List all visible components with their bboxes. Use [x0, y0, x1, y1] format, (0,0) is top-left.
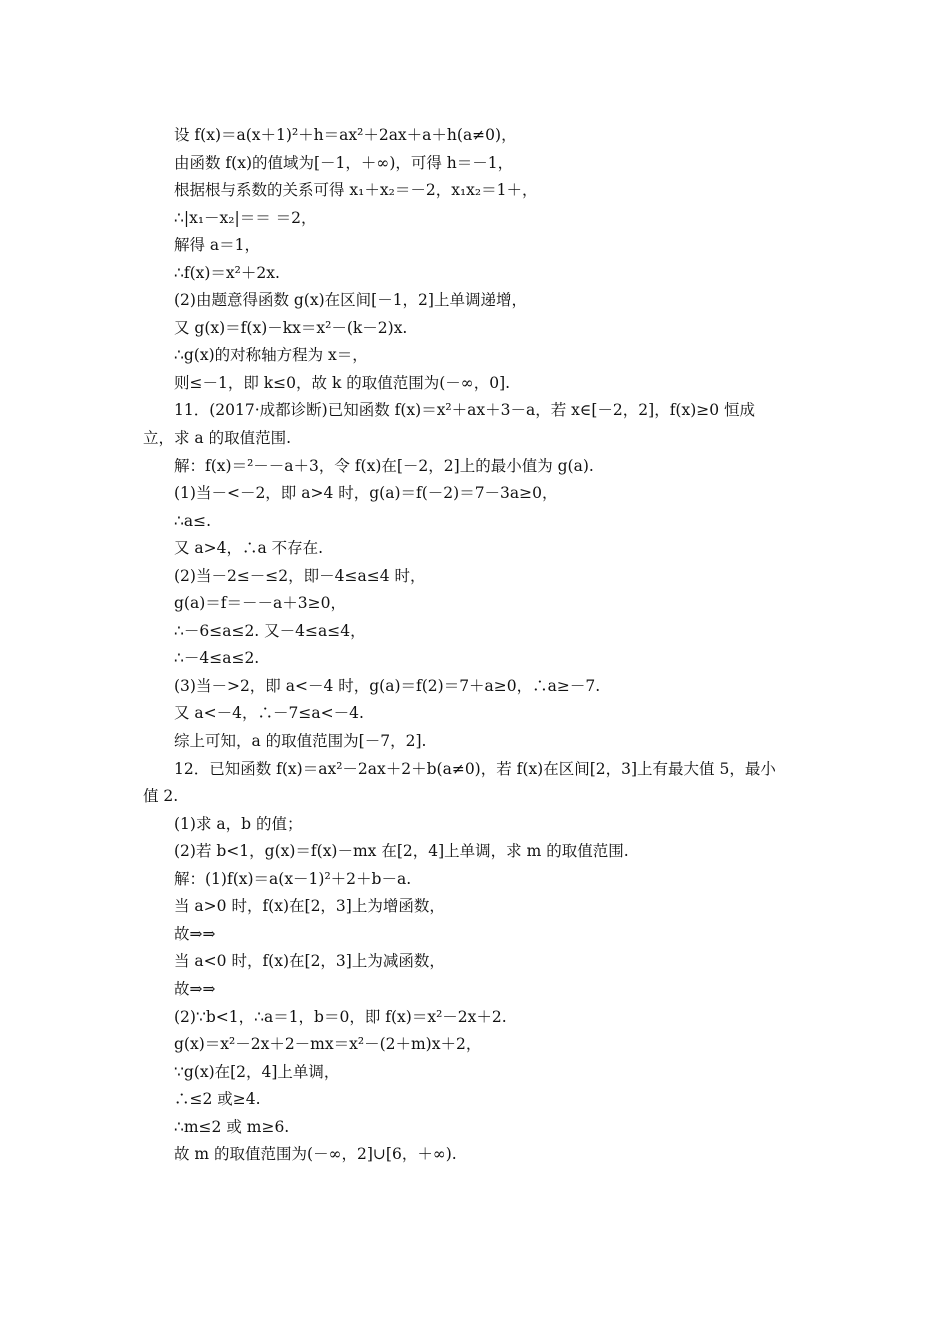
- text-line: ∴－4≤a≤2.: [174, 649, 260, 668]
- text-line: 11．(2017·成都诊断)已知函数 f(x)＝x²＋ax＋3－a，若 x∈[－2，2]，f(x)≥0 恒成: [174, 401, 756, 420]
- text-line: 当 a>0 时，f(x)在[2，3]上为增函数，: [174, 897, 445, 916]
- text-line: ∴g(x)的对称轴方程为 x＝，: [174, 346, 368, 365]
- text-line: (2)当－2≤－≤2，即－4≤a≤4 时，: [174, 566, 426, 585]
- text-line: 12．已知函数 f(x)＝ax²－2ax＋2＋b(a≠0)，若 f(x)在区间[2，3]上有最大值 5，最小: [174, 759, 776, 778]
- text-line: (2)由题意得函数 g(x)在区间[－1，2]上单调递增，: [174, 291, 527, 310]
- text-line: 又 a<－4，∴－7≤a<－4.: [174, 704, 364, 723]
- text-line: ∴f(x)＝x²＋2x.: [174, 263, 280, 282]
- text-line: (1)当－<－2，即 a>4 时，g(a)＝f(－2)＝7－3a≥0，: [174, 484, 558, 503]
- text-line: 解得 a＝1，: [174, 236, 261, 255]
- text-line: 解：f(x)＝²－－a＋3，令 f(x)在[－2，2]上的最小值为 g(a).: [174, 456, 594, 475]
- text-line: ∴≤2 或≥4.: [174, 1090, 261, 1109]
- text-line: 则≤－1，即 k≤0，故 k 的取值范围为(－∞，0].: [174, 373, 511, 392]
- text-line: (2)若 b<1，g(x)＝f(x)－mx 在[2，4]上单调，求 m 的取值范围.: [174, 842, 629, 861]
- text-line: ∴－6≤a≤2. 又－4≤a≤4，: [174, 621, 366, 640]
- text-line: 由函数 f(x)的值域为[－1，＋∞)，可得 h＝－1，: [174, 153, 514, 172]
- text-line: 又 g(x)＝f(x)－kx＝x²－(k－2)x.: [174, 318, 408, 337]
- text-line: 又 a>4，∴a 不存在.: [174, 539, 324, 558]
- text-line: 立，求 a 的取值范围.: [143, 429, 292, 448]
- text-line: 故⇒⇒: [174, 924, 216, 943]
- text-line: g(a)＝f＝－－a＋3≥0，: [174, 594, 346, 613]
- solution-text: [143, 122, 813, 1169]
- text-line: (1)求 a，b 的值；: [174, 814, 303, 833]
- text-line: 设 f(x)＝a(x＋1)²＋h＝ax²＋2ax＋a＋h(a≠0)，: [174, 126, 517, 144]
- text-line: 故⇒⇒: [174, 979, 216, 998]
- text-line: (3)当－>2，即 a<－4 时，g(a)＝f(2)＝7＋a≥0，∴a≥－7.: [174, 676, 601, 695]
- text-line: ∴a≤.: [174, 511, 212, 530]
- text-line: 根据根与系数的关系可得 x₁＋x₂＝－2，x₁x₂＝1＋，: [174, 181, 538, 200]
- text-line: 当 a<0 时，f(x)在[2，3]上为减函数，: [174, 952, 445, 971]
- text-line: 综上可知，a 的取值范围为[－7，2].: [174, 732, 427, 751]
- text-line: 故 m 的取值范围为(－∞，2]∪[6，＋∞).: [174, 1145, 457, 1164]
- text-line: g(x)＝x²－2x＋2－mx＝x²－(2＋m)x＋2，: [174, 1035, 482, 1054]
- text-line: ∴m≤2 或 m≥6.: [174, 1117, 290, 1136]
- text-line: 值 2.: [143, 787, 179, 806]
- text-line: (2)∵b<1，∴a＝1，b＝0，即 f(x)＝x²－2x＋2.: [174, 1007, 507, 1026]
- text-line: 解：(1)f(x)＝a(x－1)²＋2＋b－a.: [174, 869, 412, 888]
- text-line: ∵g(x)在[2，4]上单调，: [174, 1062, 340, 1081]
- text-line: ∴|x₁－x₂|＝＝ ＝2，: [174, 208, 317, 227]
